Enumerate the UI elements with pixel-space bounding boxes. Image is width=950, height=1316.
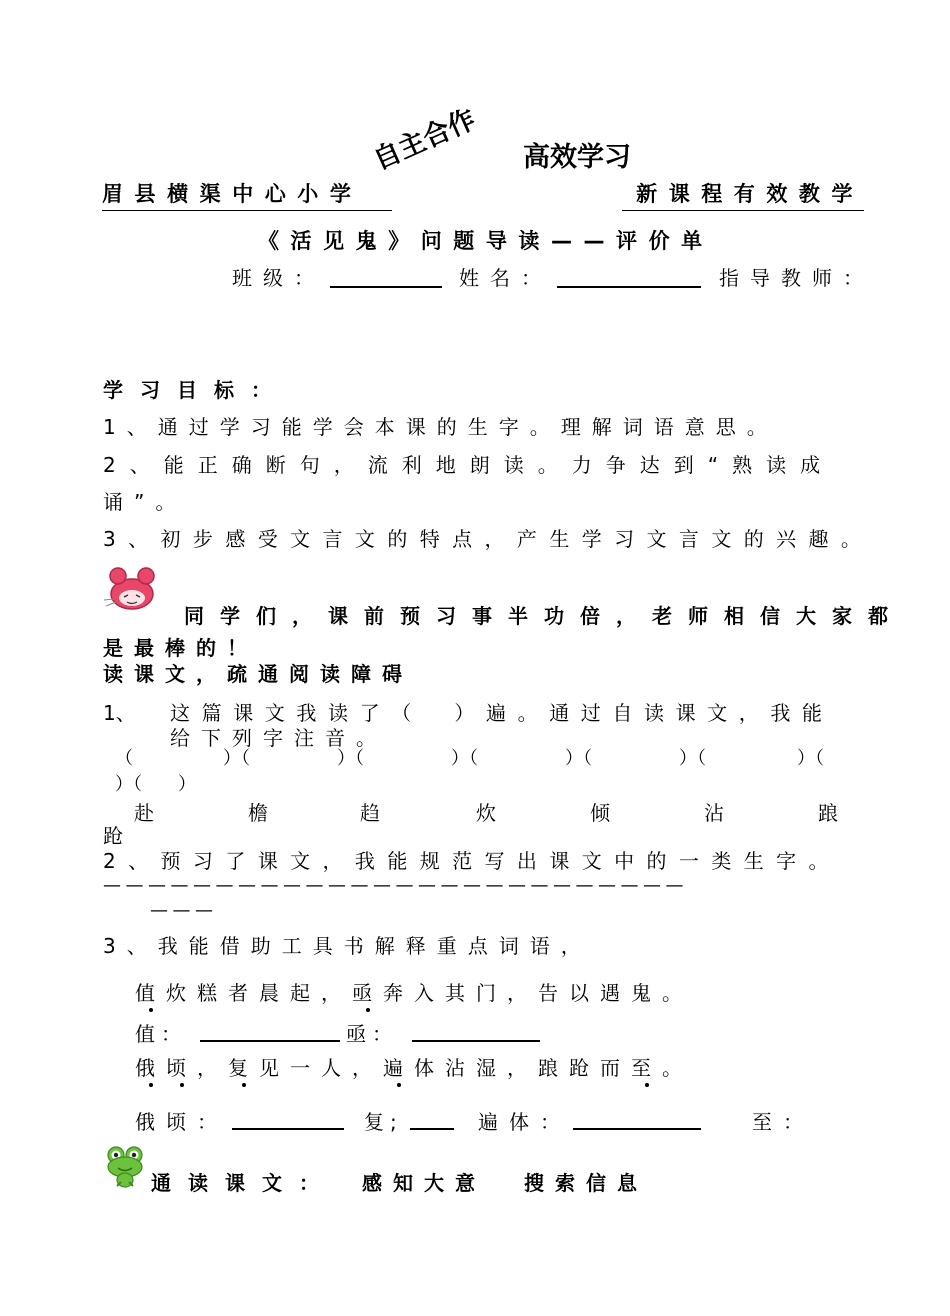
char-zhan: 沾 [704,801,724,825]
goal-item-2: 2、能正确断句，流利地朗读。力争达到“熟读成 [103,453,835,477]
sentence-2-part: 。 [662,1056,693,1080]
class-label: 班级： [232,266,325,290]
pinyin-blank[interactable]: ）（ [797,748,824,769]
q3-text: 3、我能借助工具书解释重点词语， [103,934,592,958]
program-name: 新课程有效教学 [622,178,864,211]
writing-dashes-1[interactable]: —————————————————————————— [103,875,688,896]
crab-icon [102,566,166,612]
goal-item-2-cont: 诵”。 [103,490,187,514]
frog-icon [104,1145,146,1189]
writing-dashes-2[interactable]: ——— [150,900,218,921]
q2-text: 2、预习了课文，我能规范写出课文中的一类生字。 [103,849,841,873]
pinyin-blank[interactable]: ）（ [679,748,706,769]
name-label: 姓名： [459,266,552,290]
sentence-1-part: 奔入其门，告以遇鬼。 [383,981,693,1005]
sentence-2-part: ， [197,1056,228,1080]
label-ji: 亟： [346,1022,398,1046]
label-zhi-2: 至： [752,1110,814,1134]
answer-zhi[interactable] [200,1018,340,1042]
char-chui: 炊 [476,801,496,825]
label-bianti: 遍体： [478,1110,571,1134]
pinyin-blank[interactable]: ）（ [451,748,478,769]
pinyin-blank[interactable]: ）（ [565,748,592,769]
keyword-ji: 亟 [352,981,383,1005]
overview-part-1: 感知大意 [362,1171,486,1195]
school-name: 眉县横渠中心小学 [102,178,392,211]
sentence-1 [135,977,693,1006]
q1-number: 1、 [103,701,136,725]
char-list [0,797,950,827]
answer-ji[interactable] [412,1018,540,1042]
char-qu: 趋 [360,801,380,825]
sentence-2-part: 体沾湿，踉跄而 [414,1056,631,1080]
encourage-line-2: 是最棒的！ [103,636,258,660]
char-liang: 踉 [818,801,838,825]
keyword-zhi-2: 至 [631,1056,662,1080]
sentence-1-part: 炊糕者晨起， [166,981,352,1005]
answer-bianti[interactable] [573,1106,701,1130]
q1-line-2: 给下列字注音。 [170,726,387,750]
label-fu: 复; [364,1110,403,1134]
teacher-label: 指导教师： [719,266,874,290]
sentence-2-part: 见一人， [259,1056,383,1080]
overview-heading: 通读课文： [151,1171,336,1195]
pinyin-blank[interactable]: ）（ [223,748,250,769]
char-qiang: 跄 [103,824,123,848]
char-yan: 檐 [248,801,268,825]
answer-fu[interactable] [410,1106,454,1130]
label-zhi: 值： [135,1022,187,1046]
sentence-2 [135,1052,693,1081]
overview-part-2: 搜索信息 [524,1171,648,1195]
goal-item-3: 3、初步感受文言文的特点，产生学习文言文的兴趣。 [103,527,874,551]
title-art-right: 高效学习 [523,142,631,173]
pinyin-blank[interactable]: （ [115,748,133,769]
keyword-bian: 遍 [383,1056,414,1080]
keyword-e: 俄 [135,1056,166,1080]
char-qing: 倾 [590,801,610,825]
name-field[interactable] [557,264,701,288]
keyword-qing: 顷 [166,1056,197,1080]
keyword-zhi: 值 [135,981,166,1005]
sheet-title: 《活见鬼》问题导读——评价单 [258,229,714,253]
reading-heading: 读课文，疏通阅读障碍 [103,662,413,686]
class-field[interactable] [330,264,442,288]
q1-line-1: 这篇课文我读了（ ）遍。通过自读课文，我能 [170,701,834,725]
goal-item-1: 1、通过学习能学会本课的生字。理解词语意思。 [103,415,778,439]
goals-heading: 学习目标： [103,378,288,402]
pinyin-blanks-row-2[interactable]: ）（ ） [115,774,196,795]
title-art-left: 自主合作 [368,103,481,177]
answer-eqing[interactable] [232,1106,344,1130]
encourage-line-1: 同学们，课前预习事半功倍，老师相信大家都 [184,604,904,628]
label-eqing: 俄顷： [135,1110,228,1134]
pinyin-blank[interactable]: ）（ [337,748,364,769]
char-fu: 赴 [134,801,154,825]
keyword-fu: 复 [228,1056,259,1080]
